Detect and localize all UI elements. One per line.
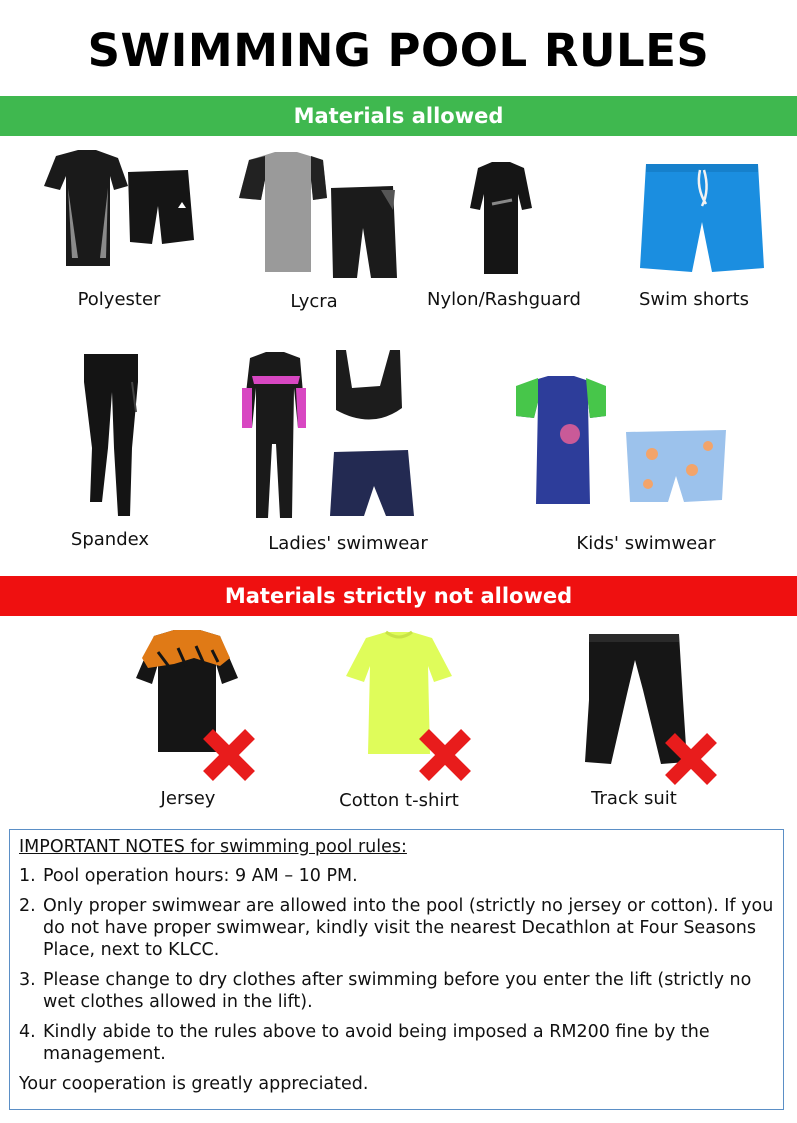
polyester-label: Polyester	[77, 289, 161, 310]
kids-swimwear-label: Kids' swimwear	[576, 533, 716, 554]
lycra-image	[235, 150, 401, 280]
note-text: Pool operation hours: 9 AM – 10 PM.	[43, 866, 358, 886]
jersey-not-allowed-icon	[202, 728, 256, 782]
cotton-tshirt-label: Cotton t-shirt	[339, 790, 459, 811]
note-text: Kindly abide to the rules above to avoid being imposed a RM200 fine by the management.	[43, 1022, 710, 1064]
notes-footer: Your cooperation is greatly appreciated.	[19, 1074, 369, 1094]
note-item	[19, 1021, 775, 1065]
note-number: 4.	[19, 1022, 36, 1042]
notes-list	[19, 865, 775, 1065]
note-item	[19, 895, 775, 961]
allowed-heading-band	[0, 96, 797, 136]
spandex-label: Spandex	[70, 529, 150, 550]
note-number: 3.	[19, 970, 36, 990]
not-allowed-heading-band	[0, 576, 797, 616]
lycra-label: Lycra	[290, 291, 338, 312]
swim-shorts-label: Swim shorts	[638, 289, 750, 310]
page-title: SWIMMING POOL RULES	[87, 24, 710, 77]
track-suit-not-allowed-icon	[664, 732, 718, 786]
note-number: 1.	[19, 866, 36, 886]
rashguard-label: Nylon/Rashguard	[427, 289, 581, 310]
kids-swimwear-image	[512, 374, 726, 508]
not-allowed-heading: Materials strictly not allowed	[224, 584, 573, 608]
swim-shorts-image	[640, 160, 764, 274]
notes-heading: IMPORTANT NOTES for swimming pool rules:	[19, 837, 407, 857]
note-text: Only proper swimwear are allowed into the pool (strictly no jersey or cotton). If you do not have proper swimwear, kindly visit the nearest Decathlon at Four Seasons Place, next to KLCC.	[43, 896, 774, 960]
jersey-label: Jersey	[160, 788, 216, 809]
cotton-tshirt-not-allowed-icon	[418, 728, 472, 782]
polyester-image	[38, 148, 198, 270]
note-item	[19, 865, 775, 887]
ladies-swimwear-label: Ladies' swimwear	[268, 533, 428, 554]
note-text: Please change to dry clothes after swimming before you enter the lift (strictly no wet clothes allowed in the lift).	[43, 970, 752, 1012]
note-item	[19, 969, 775, 1013]
track-suit-label: Track suit	[591, 788, 677, 809]
important-notes-box	[9, 829, 784, 1110]
ladies-swimwear-image	[232, 348, 432, 522]
allowed-heading: Materials allowed	[293, 104, 504, 128]
spandex-image	[80, 352, 144, 520]
note-number: 2.	[19, 896, 36, 916]
rashguard-image	[466, 160, 536, 276]
